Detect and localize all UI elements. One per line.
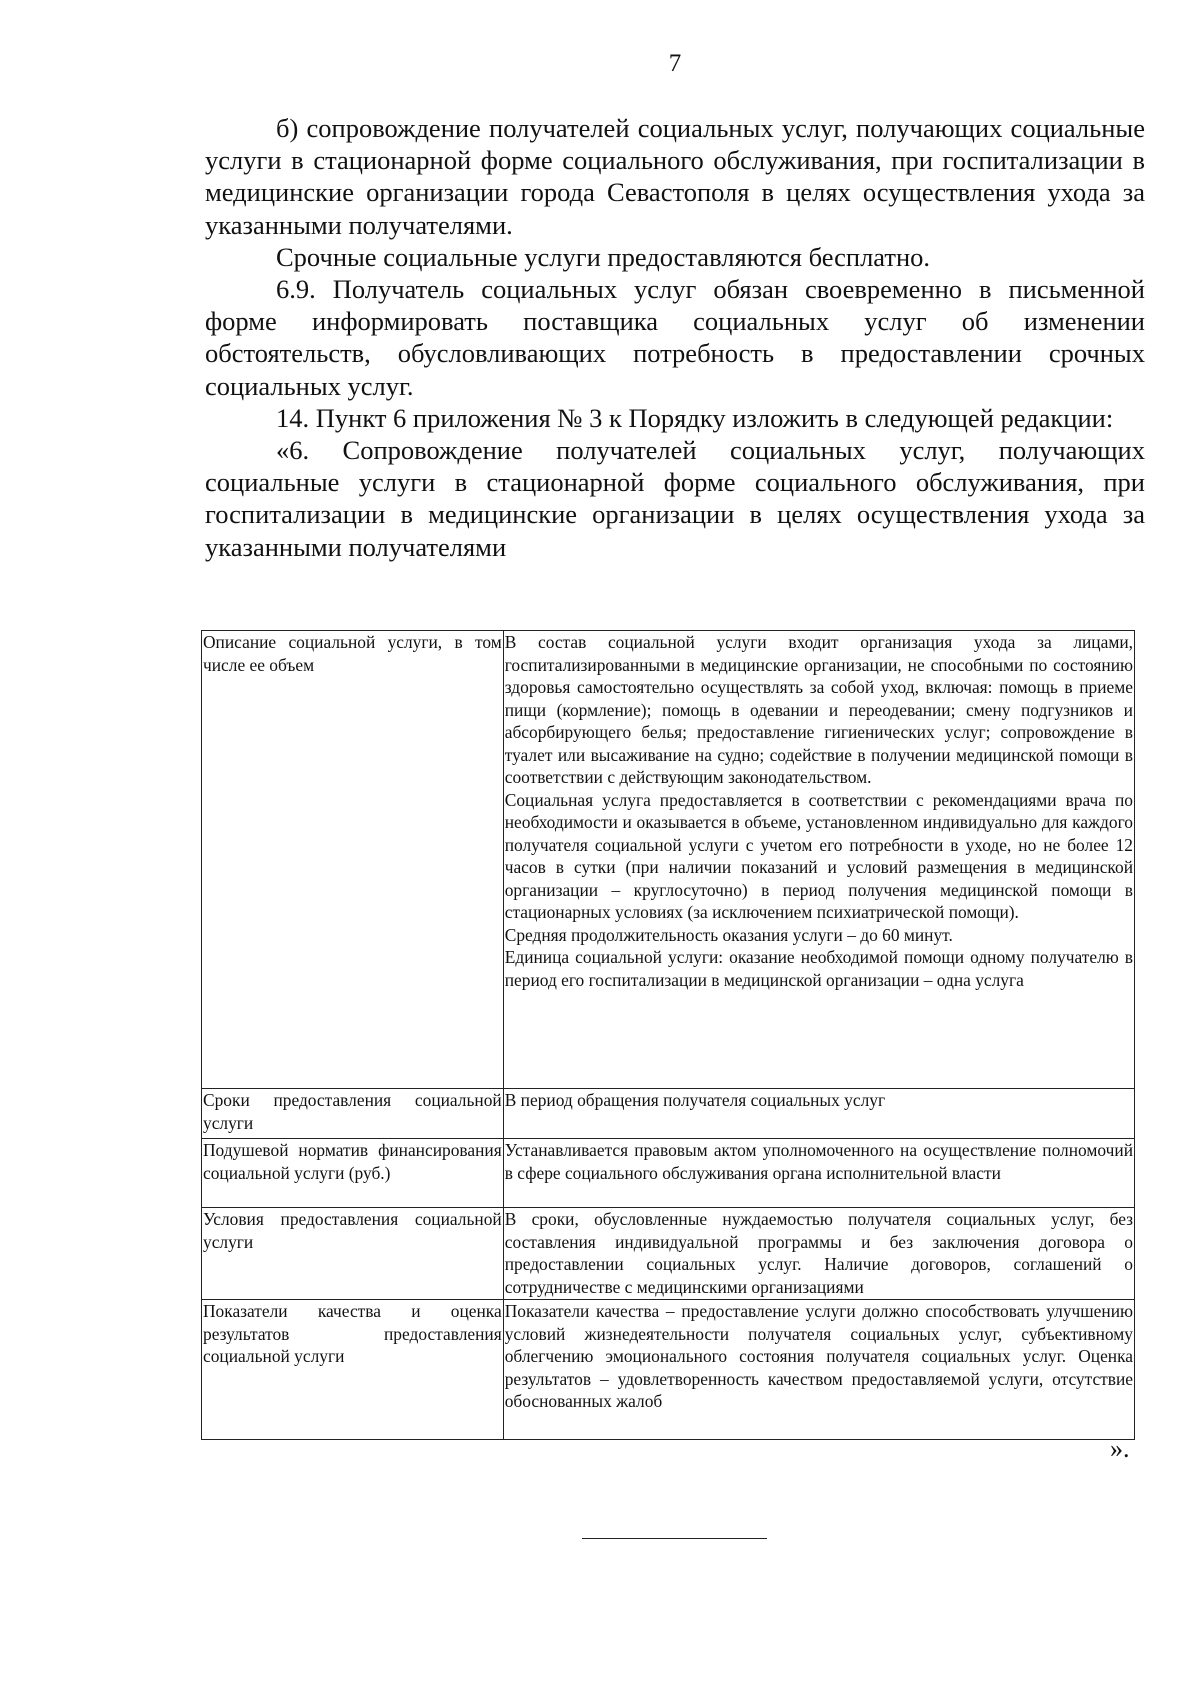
content-paragraph: Устанавливается правовым актом уполномоченного на осуществление полномочий в сфере социального обслуживания органа исполнительной власти (504, 1140, 1133, 1183)
closing-quote-mark: ». (1110, 1434, 1130, 1463)
content-paragraph: В период обращения получателя социальных услуг (504, 1090, 886, 1110)
content-paragraph: Средняя продолжительность оказания услуги – до 60 минут. (504, 924, 953, 945)
row-content (503, 1139, 1134, 1208)
service-table (201, 630, 1135, 1440)
table-row (202, 1208, 1135, 1300)
page-number: 7 (668, 50, 682, 77)
row-label: Условия предоставления социальной услуги (202, 1208, 504, 1300)
row-label: Сроки предоставления социальной услуги (202, 1089, 504, 1139)
paragraph-urgent-free: Срочные социальные услуги предоставляются бесплатно. (276, 241, 931, 272)
content-paragraph: Социальная услуга предоставляется в соответствии с рекомендациями врача по необходимости и оказывается в объеме, установленном индивидуально для каждого получателя социальной услуги с учетом его потребности в уходе, но не более 12 часов в сутки (при наличии показаний и условий размещения в медицинской организации – круглосуточно) в период получения медицинской помощи в стационарных условиях (за исключением психиатрической помощи). (504, 789, 1133, 922)
content-paragraph: Показатели качества – предоставление услуги должно способствовать улучшению условий жизнедеятельности получателя социальных услуг, субъективному облегчению эмоционального состояния получателя социальных услуг. Оценка результатов – удовлетворенность качеством предоставляемой услуги, отсутствие обоснованных жалоб (504, 1301, 1133, 1411)
table-row (202, 1300, 1135, 1440)
row-label: Показатели качества и оценка результатов предоставления социальной услуги (202, 1300, 504, 1440)
content-paragraph: Единица социальной услуги: оказание необходимой помощи одному получателю в период его госпитализации в медицинской организации – одна услуга (504, 947, 1133, 990)
row-label: Подушевой норматив финансирования социальной услуги (руб.) (202, 1139, 504, 1208)
table-row (202, 1089, 1135, 1139)
row-content (503, 1089, 1134, 1139)
body-text (205, 112, 1145, 563)
content-paragraph: В состав социальной услуги входит организация ухода за лицами, госпитализированными в медицинские организации, не способными по состоянию здоровья самостоятельно осуществлять за собой уход, включая: помощь в приеме пищи (кормление); помощь в одевании и переодевании; смену подгузников и абсорбирующего белья; предоставление гигиенических услуг; сопровождение в туалет или высаживание на судно; содействие в получении медицинской помощи в соответствии с действующим законодательством. (504, 632, 1133, 787)
table-row (202, 1139, 1135, 1208)
paragraph-6-9: 6.9. Получатель социальных услуг обязан своевременно в письменной форме информировать поставщика социальных услуг об изменении обстоятельств, обусловливающих потребность в предоставлении срочных социальных услуг. (205, 274, 1145, 401)
row-label: Описание социальной услуги, в том числе ее объем (202, 631, 504, 1089)
paragraph-quote-6: «6. Сопровождение получателей социальных услуг, получающих социальные услуги в стационарной форме социального обслуживания, при госпитализации в медицинские организации в целях осуществления ухода за указанными получателями (205, 435, 1145, 562)
row-content (503, 631, 1134, 1089)
paragraph-6-item-b: б) сопровождение получателей социальных услуг, получающих социальные услуги в стационарной форме социального обслуживания, при госпитализации в медицинские организации города Севастополя в целях осуществления ухода за указанными получателями. (205, 113, 1145, 240)
content-paragraph: В сроки, обусловленные нуждаемостью получателя социальных услуг, без составления индивидуальной программы и без заключения договора о предоставлении социальных услуг. Наличие договоров, соглашений о сотрудничестве с медицинскими организациями (504, 1209, 1133, 1297)
end-rule (582, 1538, 767, 1539)
paragraph-14: 14. Пункт 6 приложения № 3 к Порядку изложить в следующей редакции: (276, 402, 1114, 433)
row-content (503, 1208, 1134, 1300)
table-row (202, 631, 1135, 1089)
row-content (503, 1300, 1134, 1440)
